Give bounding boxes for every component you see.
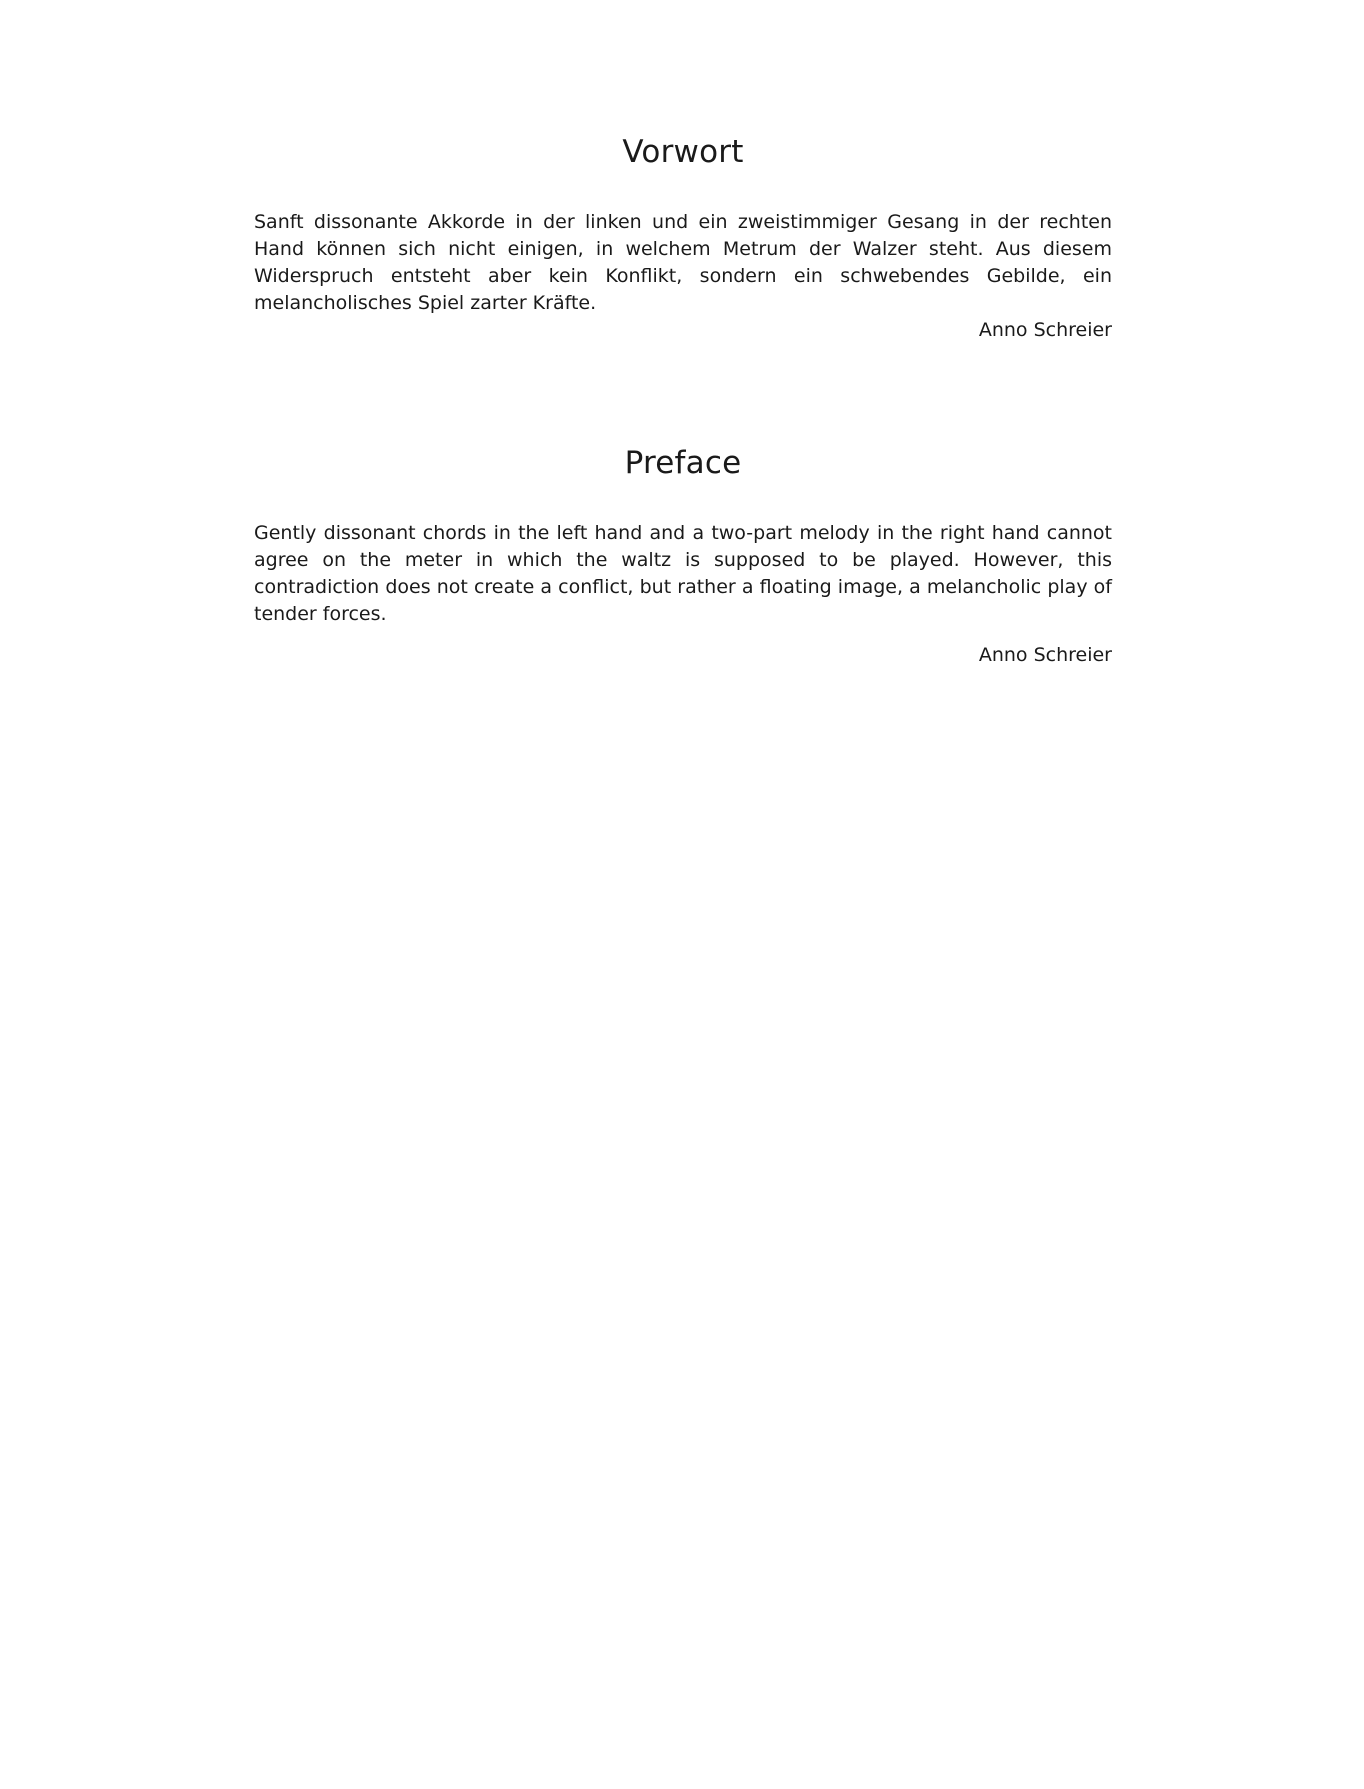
preface-section (254, 443, 1112, 669)
vorwort-body: Sanft dissonante Akkorde in der linken und ein zweistimmiger Gesang in der rechten Hand können sich nicht einigen, in welchem Metrum der Walzer steht. Aus diesem Widerspruch entsteht aber kein Konflikt, sondern ein schwebendes Gebilde, ein melancholisches Spiel zarter Kräfte. (254, 211, 1112, 314)
vorwort-heading: Vorwort (622, 134, 744, 170)
preface-author: Anno Schreier (978, 644, 1112, 666)
preface-body: Gently dissonant chords in the left hand and a two-part melody in the right hand cannot agree on the meter in which the waltz is supposed to be played. However, this contradiction does not create a conflict, but rather a floating image, a melancholic play of tender forces. (254, 522, 1112, 625)
vorwort-author: Anno Schreier (978, 319, 1112, 341)
vorwort-section (254, 132, 1112, 344)
preface-heading: Preface (624, 445, 742, 481)
